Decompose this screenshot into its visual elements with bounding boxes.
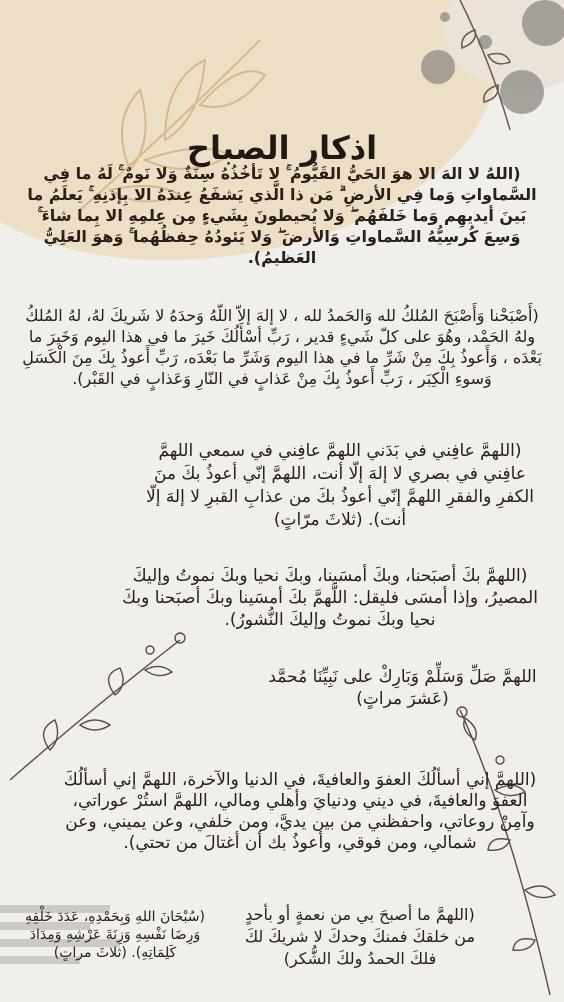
left-floral-branch-icon bbox=[0, 620, 200, 790]
dua-salawat: اللهمَّ صَلِّ وَسَلِّمْ وَبَارِكْ على نَبِيِّنَا مُحمَّد (عَشرَ مراتٍ) bbox=[268, 667, 537, 709]
dua-subhanallah: (سُبْحَانَ اللهِ وَبِحَمْدِهِ، عَدَدَ خَلْقِهِ وَرِضَا نَفْسِهِ وَزِنَةَ عَرْشِهِ وَمِدَادَ كَلِمَاتِهِ). (ثلاثَ مراتٍ) bbox=[25, 909, 205, 961]
dua-ayat-al-kursi: (اللهُ لا الهَ الا هوَ الحَيُّ القَيُّومُ ۚ لا تَأخُذُهُ سِنَةٌ وَلا نَومٌ ۚ لَهُ ما فِي السَّماواتِ وَما فِي الأرضِ ۗ مَن ذا الَّذي يَشفَعُ عِندَهُ الا بِإذنِهِ ۚ يَعلَمُ ما بَينَ أيديهِم وَما خَلفَهُم ۖ وَلا يُحيطونَ بِشَيءٍ مِن عِلمِهِ الا بِما شاءَ ۚ وَسِعَ كُرسِيُّهُ السَّماواتِ وَالأرضَ ۖ وَلا يَئودُهُ حِفظُهُما ۚ وَهوَ العَلِيُّ العَظيمُ). bbox=[27, 164, 537, 267]
top-right-branch-icon bbox=[450, 0, 560, 140]
dua-bika-asbahna: (اللهمَّ بكَ أصبَحنا، وبكَ أمسَينا، وبكَ نحيا وبكَ نموتُ وإليكَ المصيرُ، وإذا أمسَى فليقل: اللَّهمَّ بكَ أمسَينا وبكَ أصبَحنا وبكَ نحيا وبكَ نموتُ وإليكَ النُّشورُ). bbox=[122, 566, 538, 630]
dua-ma-asbaha: (اللهمَّ ما أصبحَ بي من نعمةٍ أو بأحدٍ من خلقكَ فمنكَ وحدكَ لا شريكَ لكَ فلكَ الحمدُ ولكَ الشُّكر) bbox=[244, 905, 476, 968]
page-title: اذكار الصباح bbox=[186, 129, 378, 168]
dua-asbahna: (أَصْبَحْنا وَأَصْبَحَ المُلكُ لله وَالحَمدُ لله ، لا إلهَ إلاّ اللّهُ وَحدَهُ لا شَريكَ لهُ، لهُ المُلكُ ولهُ الحَمْد، وهُوَ على كلّ شَيءٍ قدير ، رَبِّ أسْأَلُكَ خَيرَ ما في هذا اليوم وَخَيرَ ما بَعْدَه ، وَأَعوذُ بِكَ مِنْ شَرِّ ما في هذا اليوم وَشَرِّ ما بَعْدَه، رَبِّ أَعوذُ بِكَ مِنَ الْكَسَلِ وَسوءِ الْكِبَر ، رَبِّ أَعوذُ بِكَ مِنْ عَذابٍ في النّارِ وَعَذابٍ في القَبْر). bbox=[22, 306, 542, 388]
decor-dot bbox=[440, 12, 450, 22]
dua-afini: (اللهمَّ عافِني في بَدَني اللهمَّ عافِني في سمعي اللهمَّ عافِني في بصري لا إلهَ إلّا أنت، اللهمَّ إنّي أعوذُ بكَ منَ الكفرِ والفقرِ اللهمَّ إنّي أعوذُ بكَ من عذابِ القبرِ لا إلهَ إلّا أنت). (ثلاثَ مرّاتٍ) bbox=[146, 441, 534, 530]
dua-afiya: (اللهمَّ إني أسألُكَ العفوَ والعافيةَ، في الدنيا والآخرة، اللهمَّ إني أسألُكَ العفوَ والعافيةَ، في ديني ودنيايَ وأهلي ومالي، اللهمَّ استُرْ عوراتي، وآمِنْ روعاتي، واحفظني من بين يديَّ، ومن خلفي، وعن يميني، وعن شمالي، ومن فوقي، وأعوذُ بك أن أغتالَ من تحتي). bbox=[63, 770, 537, 853]
